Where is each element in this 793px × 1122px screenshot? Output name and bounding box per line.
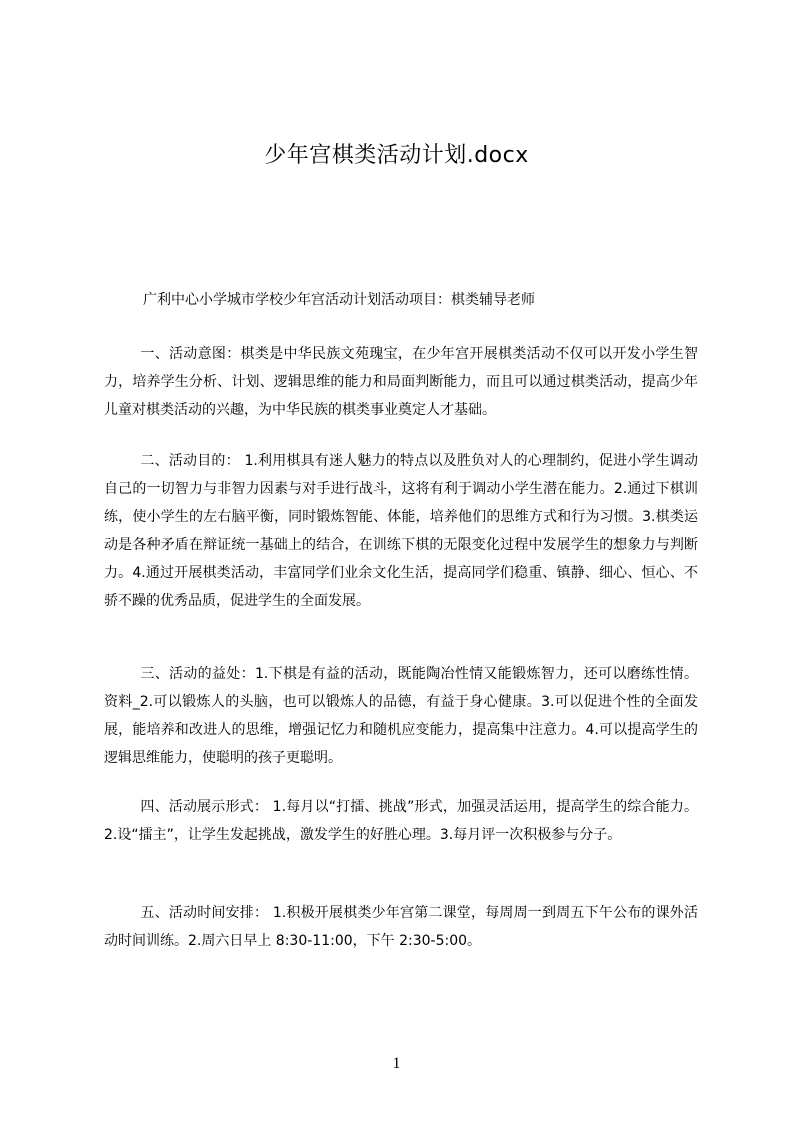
paragraph-activity-benefits: 三、活动的益处：1.下棋是有益的活动，既能陶冶性情又能锻炼智力，还可以磨练性情。资料_2.可以锻炼人的头脑，也可以锻炼人的品德，有益于身心健康。3.可以促进个性的全面发展，能培养和改进人的思维，增强记忆力和随机应变能力，提高集中注意力。4.可以提高学生的逻辑思维能力，使聪明的孩子更聪明。: [104, 666, 698, 766]
document-title: 少年宫棋类活动计划.docx: [264, 143, 529, 168]
paragraph-schedule: 五、活动时间安排： 1.积极开展棋类少年宫第二课堂，每周周一到周五下午公布的课外活动时间训练。2.周六日早上 8:30-11:00，下午 2:30-5:00。: [104, 905, 698, 949]
paragraph-activity-goals: 二、活动目的： 1.利用棋具有迷人魅力的特点以及胜负对人的心理制约，促进小学生调动自己的一切智力与非智力因素与对手进行战斗，这将有利于调动小学生潜在能力。2.通过下棋训练，使小学生的左右脑平衡，同时锻炼智能、体能，培养他们的思维方式和行为习惯。3.棋类运动是各种矛盾在辩证统一基础上的结合，在训练下棋的无限变化过程中发展学生的想象力与判断力。4.通过开展棋类活动，丰富同学们业余文化生活，提高同学们稳重、镇静、细心、恒心、不骄不躁的优秀品质，促进学生的全面发展。: [104, 453, 698, 609]
intro-line: 广利中心小学城市学校少年宫活动计划活动项目：棋类辅导老师: [143, 292, 535, 308]
paragraph-activity-intent: 一、活动意图：棋类是中华民族文苑瑰宝，在少年宫开展棋类活动不仅可以开发小学生智力，培养学生分析、计划、逻辑思维的能力和局面判断能力，而且可以通过棋类活动，提高少年儿童对棋类活动的兴趣，为中华民族的棋类事业奠定人才基础。: [104, 346, 698, 418]
page-number: 1: [392, 1055, 401, 1072]
paragraph-display-format: 四、活动展示形式： 1.每月以“打擂、挑战”形式，加强灵活运用，提高学生的综合能力。2.设“擂主”，让学生发起挑战，激发学生的好胜心理。3.每月评一次积极参与分子。: [104, 799, 698, 843]
